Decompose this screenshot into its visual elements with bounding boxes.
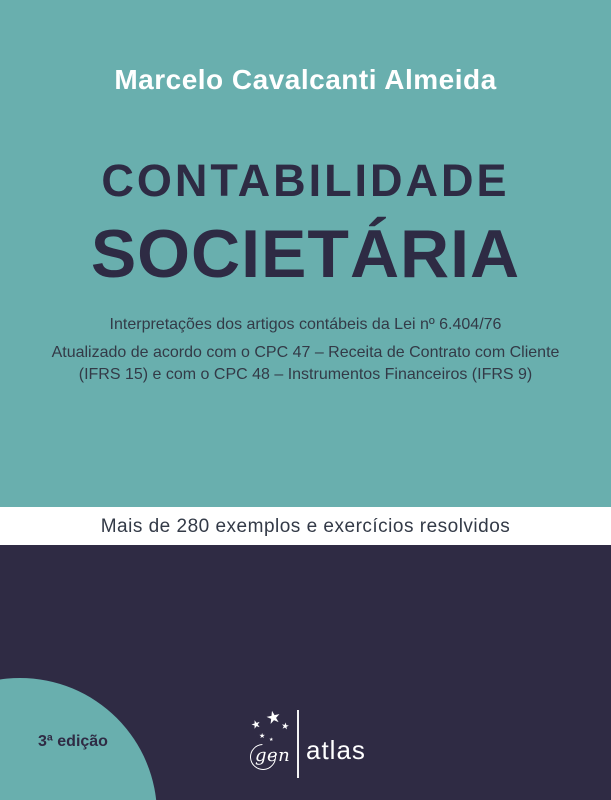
- examples-banner-text: Mais de 280 exemplos e exercícios resolvidos: [100, 515, 511, 537]
- star-icon: ★: [280, 721, 290, 733]
- gen-logo: [246, 706, 298, 778]
- star-icon: ★: [263, 706, 284, 730]
- atlas-wordmark: atlas: [306, 735, 366, 765]
- edition-label: 3ª edição: [38, 733, 108, 750]
- logo-divider: [297, 710, 299, 778]
- book-title-line2: SOCIETÁRIA: [90, 216, 521, 292]
- examples-banner: [0, 507, 611, 545]
- subtitle-law-reference: Interpretações dos artigos contábeis da Lei nº 6.404/76: [109, 316, 502, 333]
- author-name: Marcelo Cavalcanti Almeida: [114, 64, 497, 95]
- subtitle-cpc-update: Atualizado de acordo com o CPC 47 – Receita de Contrato com Cliente (IFRS 15) e com o CPC 48 – Instrumentos Financeiros (IFRS 9): [51, 344, 560, 383]
- star-icon: ★: [259, 732, 266, 740]
- star-icon: ★: [269, 737, 274, 743]
- book-title-line1: CONTABILIDADE: [101, 155, 510, 206]
- publisher-logo: [246, 706, 376, 780]
- gen-wordmark: gen: [255, 745, 291, 766]
- star-icon: ★: [249, 716, 263, 733]
